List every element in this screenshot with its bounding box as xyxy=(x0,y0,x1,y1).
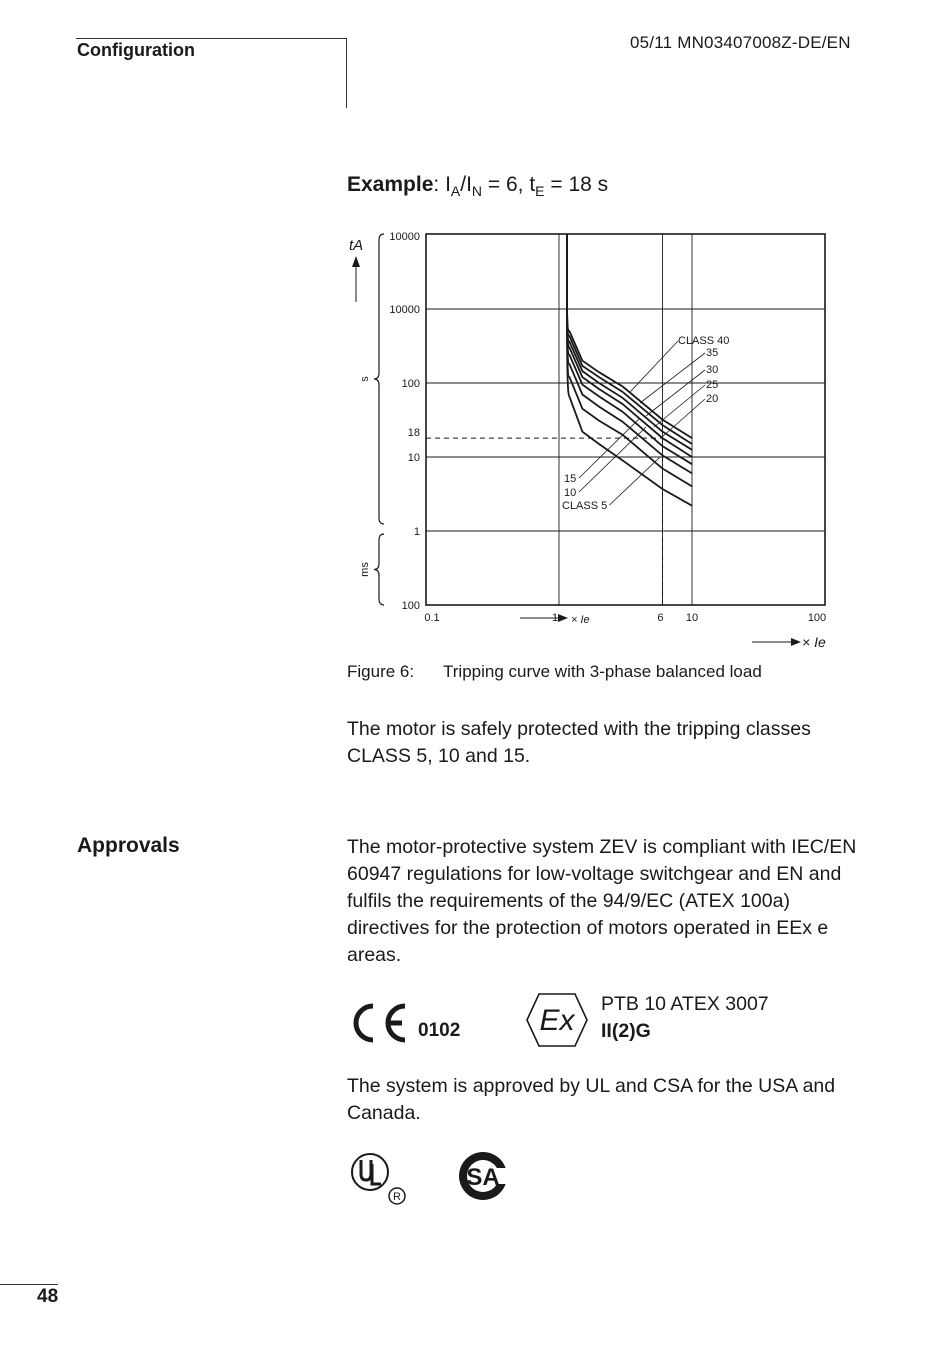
csa-certification-logo xyxy=(458,1150,510,1204)
y-tick-label: 100 xyxy=(401,600,420,612)
ul-listed-logo xyxy=(350,1150,410,1206)
figure-number: Figure 6: xyxy=(347,662,415,681)
chart-series-group xyxy=(567,234,692,506)
ce-mark-logo xyxy=(349,1002,411,1044)
curve-35 xyxy=(567,234,692,444)
example-ia: I xyxy=(445,173,451,196)
series-label: 35 xyxy=(706,347,719,359)
y-tick-label: 1 xyxy=(413,526,420,538)
x-tick-label: 10 xyxy=(685,612,699,624)
header-rule xyxy=(76,38,346,39)
chart-axis-decor xyxy=(352,234,801,646)
figure-caption xyxy=(347,662,762,682)
series-label: 30 xyxy=(706,364,719,376)
seconds-brace xyxy=(374,234,384,524)
example-mid: = 6, t xyxy=(482,173,536,196)
x-tick-label: 6 xyxy=(657,612,664,624)
ce-notified-body-code: 0102 xyxy=(418,1020,461,1041)
example-sep: : xyxy=(433,173,446,196)
series-label: CLASS 40 xyxy=(678,335,730,347)
series-label: 25 xyxy=(706,379,719,391)
y-tick-label: 10000 xyxy=(389,304,420,316)
y-tick-label: 10000 xyxy=(389,231,420,243)
example-label: Example xyxy=(347,173,434,196)
approvals-heading: Approvals xyxy=(77,834,180,857)
tripping-curve-chart xyxy=(340,226,840,656)
y-tick-label: 18 xyxy=(407,427,420,440)
y-unit-milliseconds: ms xyxy=(359,562,371,577)
curve-class-40 xyxy=(567,234,692,438)
x-axis-label: × Ie xyxy=(802,634,826,650)
section-title: Configuration xyxy=(77,40,195,60)
page-number: 48 xyxy=(37,1286,59,1307)
example-in-sub: N xyxy=(471,183,483,200)
ul-csa-paragraph: The system is approved by UL and CSA for the USA and Canada. xyxy=(347,1075,836,1124)
series-label: 15 xyxy=(564,473,577,485)
atex-equipment-group: II(2)G xyxy=(601,1020,651,1042)
x-axis-arrow-head xyxy=(791,638,801,646)
example-tail: = 18 s xyxy=(544,173,609,196)
y-tick-label: 100 xyxy=(401,378,420,390)
compliance-paragraph: The motor-protective system ZEV is compliant with IEC/EN 60947 regulations for low-voltage switchgear and EN and fulfils the requirements of the 94/9/EC (ATEX 100a) directives for the protection of motors operated in EEx e areas. xyxy=(347,836,857,966)
chart-annotation xyxy=(426,234,662,605)
x-inline-label: × Ie xyxy=(571,614,590,626)
example-heading xyxy=(347,173,608,199)
x-inline-arrow-head xyxy=(558,614,568,622)
x-tick-label: 0.1 xyxy=(424,612,440,624)
series-label: 10 xyxy=(564,487,577,499)
example-in: /I xyxy=(460,173,472,196)
curve-20 xyxy=(567,234,692,464)
document-reference: 05/11 MN03407008Z-DE/EN xyxy=(630,33,851,52)
curve-class-5 xyxy=(567,234,692,506)
curve-10 xyxy=(567,234,692,486)
header-divider xyxy=(346,38,347,108)
example-te-sub: E xyxy=(535,183,545,200)
y-unit-seconds: s xyxy=(359,376,371,382)
series-label: CLASS 5 xyxy=(562,500,608,512)
ex-logo-lettering: Ex xyxy=(539,1004,575,1037)
footer-rule xyxy=(0,1284,58,1285)
x-tick-label: 100 xyxy=(807,612,827,624)
chart-grid xyxy=(426,234,825,605)
ul-registered-symbol: R xyxy=(393,1191,401,1203)
chart-leader-lines xyxy=(579,341,705,505)
series-label: 20 xyxy=(706,393,719,405)
protection-paragraph: The motor is safely protected with the tripping classes CLASS 5, 10 and 15. xyxy=(347,718,811,767)
x-tick-label: 1 xyxy=(551,612,559,624)
y-axis-label: tA xyxy=(349,237,364,254)
milliseconds-brace xyxy=(374,534,384,605)
ex-explosion-protection-logo xyxy=(525,992,589,1048)
example-ia-sub: A xyxy=(450,183,461,200)
y-tick-label: 10 xyxy=(407,452,420,464)
leader-line xyxy=(662,399,705,437)
y-axis-arrow-head xyxy=(352,256,360,267)
plot-frame xyxy=(426,234,825,605)
figure-caption-text: Tripping curve with 3-phase balanced load xyxy=(443,662,762,681)
chart-labels xyxy=(349,231,826,650)
leader-line xyxy=(630,341,678,392)
atex-certificate-number: PTB 10 ATEX 3007 xyxy=(601,993,769,1015)
csa-logo-lettering: SA xyxy=(466,1164,500,1191)
